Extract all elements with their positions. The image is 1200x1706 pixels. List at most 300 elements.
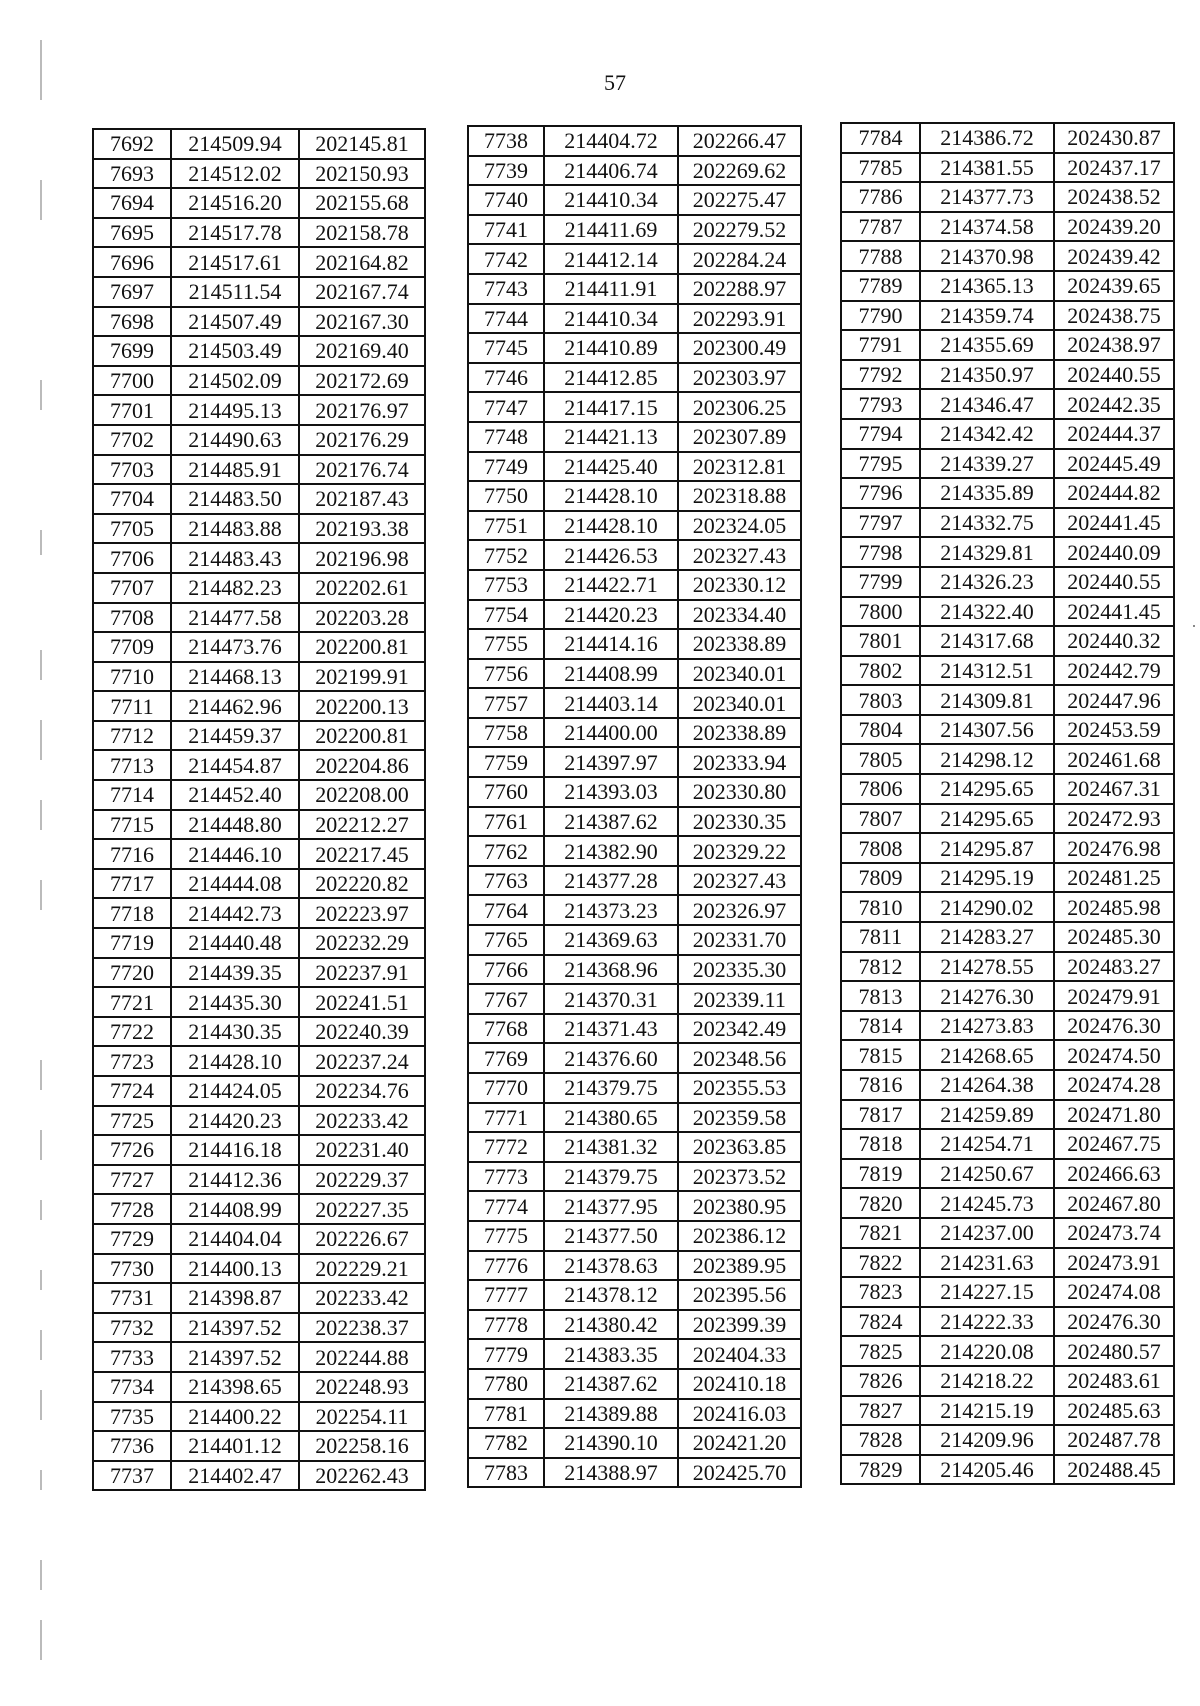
point-number-cell: 7697 — [93, 277, 171, 307]
table-row — [93, 1017, 425, 1047]
point-number-cell: 7813 — [841, 981, 920, 1011]
x-coordinate-cell: 214355.69 — [920, 330, 1054, 360]
x-coordinate-cell: 214370.98 — [920, 241, 1054, 271]
point-number-cell: 7693 — [93, 159, 171, 189]
point-number-cell: 7789 — [841, 271, 920, 301]
point-number-cell: 7724 — [93, 1076, 171, 1106]
table-row — [93, 632, 425, 662]
x-coordinate-cell: 214459.37 — [171, 721, 299, 751]
point-number-cell: 7734 — [93, 1372, 171, 1402]
point-number-cell: 7746 — [468, 363, 544, 393]
table-row — [93, 810, 425, 840]
x-coordinate-cell: 214404.04 — [171, 1224, 299, 1254]
x-coordinate-cell: 214483.88 — [171, 514, 299, 544]
point-number-cell: 7714 — [93, 780, 171, 810]
point-number-cell: 7771 — [468, 1103, 544, 1133]
point-number-cell: 7707 — [93, 573, 171, 603]
y-coordinate-cell: 202233.42 — [299, 1106, 425, 1136]
x-coordinate-cell: 214312.51 — [920, 656, 1054, 686]
y-coordinate-cell: 202441.45 — [1054, 508, 1174, 538]
y-coordinate-cell: 202386.12 — [678, 1221, 801, 1251]
table-row — [841, 1425, 1174, 1455]
table-row — [93, 1283, 425, 1313]
y-coordinate-cell: 202266.47 — [678, 126, 801, 156]
point-number-cell: 7828 — [841, 1425, 920, 1455]
x-coordinate-cell: 214370.31 — [544, 984, 678, 1014]
table-row — [93, 750, 425, 780]
table-row — [841, 1248, 1174, 1278]
x-coordinate-cell: 214425.40 — [544, 452, 678, 482]
point-number-cell: 7755 — [468, 629, 544, 659]
point-number-cell: 7779 — [468, 1339, 544, 1369]
table-row — [93, 662, 425, 692]
table-row — [468, 1310, 801, 1340]
scan-margin-line — [40, 1200, 42, 1220]
y-coordinate-cell: 202439.20 — [1054, 212, 1174, 242]
x-coordinate-cell: 214428.10 — [544, 481, 678, 511]
table-row — [841, 123, 1174, 153]
table-row — [841, 626, 1174, 656]
table-row — [841, 271, 1174, 301]
x-coordinate-cell: 214400.22 — [171, 1402, 299, 1432]
table-row — [841, 1336, 1174, 1366]
table-row — [468, 1043, 801, 1073]
point-number-cell: 7773 — [468, 1162, 544, 1192]
x-coordinate-cell: 214377.28 — [544, 866, 678, 896]
x-coordinate-cell: 214295.19 — [920, 863, 1054, 893]
table-row — [468, 807, 801, 837]
point-number-cell: 7756 — [468, 659, 544, 689]
point-number-cell: 7732 — [93, 1313, 171, 1343]
x-coordinate-cell: 214227.15 — [920, 1277, 1054, 1307]
y-coordinate-cell: 202348.56 — [678, 1043, 801, 1073]
table-row — [93, 247, 425, 277]
y-coordinate-cell: 202158.78 — [299, 218, 425, 248]
point-number-cell: 7708 — [93, 603, 171, 633]
table-row — [468, 1458, 801, 1488]
point-number-cell: 7731 — [93, 1283, 171, 1313]
point-number-cell: 7793 — [841, 389, 920, 419]
point-number-cell: 7699 — [93, 336, 171, 366]
table-row — [468, 570, 801, 600]
table-row — [468, 1369, 801, 1399]
table-row — [841, 1366, 1174, 1396]
table-row — [93, 1194, 425, 1224]
x-coordinate-cell: 214379.75 — [544, 1073, 678, 1103]
x-coordinate-cell: 214502.09 — [171, 366, 299, 396]
x-coordinate-cell: 214231.63 — [920, 1248, 1054, 1278]
point-number-cell: 7740 — [468, 185, 544, 215]
x-coordinate-cell: 214383.35 — [544, 1339, 678, 1369]
point-number-cell: 7764 — [468, 895, 544, 925]
point-number-cell: 7759 — [468, 747, 544, 777]
point-number-cell: 7758 — [468, 718, 544, 748]
point-number-cell: 7821 — [841, 1218, 920, 1248]
y-coordinate-cell: 202483.61 — [1054, 1366, 1174, 1396]
y-coordinate-cell: 202485.63 — [1054, 1396, 1174, 1426]
table-row — [841, 1129, 1174, 1159]
table-row — [93, 1402, 425, 1432]
table-row — [841, 1100, 1174, 1130]
x-coordinate-cell: 214380.65 — [544, 1103, 678, 1133]
table-row — [841, 241, 1174, 271]
x-coordinate-cell: 214332.75 — [920, 508, 1054, 538]
point-number-cell: 7705 — [93, 514, 171, 544]
y-coordinate-cell: 202333.94 — [678, 747, 801, 777]
table-row — [468, 1103, 801, 1133]
table-row — [468, 481, 801, 511]
point-number-cell: 7695 — [93, 218, 171, 248]
point-number-cell: 7692 — [93, 129, 171, 159]
y-coordinate-cell: 202234.76 — [299, 1076, 425, 1106]
y-coordinate-cell: 202355.53 — [678, 1073, 801, 1103]
y-coordinate-cell: 202479.91 — [1054, 981, 1174, 1011]
table-row — [93, 780, 425, 810]
table-row — [841, 419, 1174, 449]
y-coordinate-cell: 202359.58 — [678, 1103, 801, 1133]
x-coordinate-cell: 214440.48 — [171, 928, 299, 958]
x-coordinate-cell: 214516.20 — [171, 188, 299, 218]
x-coordinate-cell: 214218.22 — [920, 1366, 1054, 1396]
x-coordinate-cell: 214377.95 — [544, 1191, 678, 1221]
point-number-cell: 7706 — [93, 543, 171, 573]
table-row — [468, 422, 801, 452]
table-row — [468, 600, 801, 630]
point-number-cell: 7700 — [93, 366, 171, 396]
table-row — [468, 1428, 801, 1458]
table-row — [93, 129, 425, 159]
table-row — [468, 659, 801, 689]
x-coordinate-cell: 214378.63 — [544, 1251, 678, 1281]
x-coordinate-cell: 214329.81 — [920, 537, 1054, 567]
point-number-cell: 7766 — [468, 955, 544, 985]
point-number-cell: 7770 — [468, 1073, 544, 1103]
y-coordinate-cell: 202202.61 — [299, 573, 425, 603]
table-row — [841, 1396, 1174, 1426]
point-number-cell: 7780 — [468, 1369, 544, 1399]
y-coordinate-cell: 202430.87 — [1054, 123, 1174, 153]
y-coordinate-cell: 202327.43 — [678, 866, 801, 896]
point-number-cell: 7718 — [93, 898, 171, 928]
point-number-cell: 7769 — [468, 1043, 544, 1073]
coordinate-table-body — [468, 126, 801, 1487]
point-number-cell: 7772 — [468, 1132, 544, 1162]
table-row — [841, 301, 1174, 331]
y-coordinate-cell: 202441.45 — [1054, 597, 1174, 627]
y-coordinate-cell: 202172.69 — [299, 366, 425, 396]
y-coordinate-cell: 202474.08 — [1054, 1277, 1174, 1307]
point-number-cell: 7803 — [841, 685, 920, 715]
x-coordinate-cell: 214408.99 — [171, 1194, 299, 1224]
x-coordinate-cell: 214245.73 — [920, 1188, 1054, 1218]
table-row — [93, 514, 425, 544]
y-coordinate-cell: 202342.49 — [678, 1014, 801, 1044]
point-number-cell: 7738 — [468, 126, 544, 156]
x-coordinate-cell: 214380.42 — [544, 1310, 678, 1340]
y-coordinate-cell: 202293.91 — [678, 304, 801, 334]
x-coordinate-cell: 214397.97 — [544, 747, 678, 777]
y-coordinate-cell: 202254.11 — [299, 1402, 425, 1432]
point-number-cell: 7723 — [93, 1046, 171, 1076]
table-row — [468, 185, 801, 215]
y-coordinate-cell: 202150.93 — [299, 159, 425, 189]
y-coordinate-cell: 202327.43 — [678, 540, 801, 570]
x-coordinate-cell: 214322.40 — [920, 597, 1054, 627]
y-coordinate-cell: 202196.98 — [299, 543, 425, 573]
point-number-cell: 7782 — [468, 1428, 544, 1458]
point-number-cell: 7785 — [841, 153, 920, 183]
x-coordinate-cell: 214435.30 — [171, 987, 299, 1017]
y-coordinate-cell: 202307.89 — [678, 422, 801, 452]
y-coordinate-cell: 202204.86 — [299, 750, 425, 780]
y-coordinate-cell: 202240.39 — [299, 1017, 425, 1047]
y-coordinate-cell: 202447.96 — [1054, 685, 1174, 715]
y-coordinate-cell: 202145.81 — [299, 129, 425, 159]
x-coordinate-cell: 214393.03 — [544, 777, 678, 807]
table-row — [93, 455, 425, 485]
point-number-cell: 7774 — [468, 1191, 544, 1221]
table-row — [93, 425, 425, 455]
table-row — [841, 685, 1174, 715]
point-number-cell: 7787 — [841, 212, 920, 242]
table-row — [468, 126, 801, 156]
x-coordinate-cell: 214511.54 — [171, 277, 299, 307]
x-coordinate-cell: 214442.73 — [171, 898, 299, 928]
point-number-cell: 7751 — [468, 511, 544, 541]
y-coordinate-cell: 202485.30 — [1054, 922, 1174, 952]
point-number-cell: 7827 — [841, 1396, 920, 1426]
y-coordinate-cell: 202176.74 — [299, 455, 425, 485]
table-row — [93, 1372, 425, 1402]
table-row — [93, 336, 425, 366]
table-row — [841, 1188, 1174, 1218]
x-coordinate-cell: 214369.63 — [544, 925, 678, 955]
y-coordinate-cell: 202439.42 — [1054, 241, 1174, 271]
table-row — [841, 715, 1174, 745]
point-number-cell: 7786 — [841, 182, 920, 212]
y-coordinate-cell: 202425.70 — [678, 1458, 801, 1488]
x-coordinate-cell: 214339.27 — [920, 449, 1054, 479]
point-number-cell: 7748 — [468, 422, 544, 452]
y-coordinate-cell: 202395.56 — [678, 1280, 801, 1310]
point-number-cell: 7710 — [93, 662, 171, 692]
y-coordinate-cell: 202330.80 — [678, 777, 801, 807]
point-number-cell: 7711 — [93, 691, 171, 721]
point-number-cell: 7791 — [841, 330, 920, 360]
table-row — [841, 360, 1174, 390]
y-coordinate-cell: 202176.29 — [299, 425, 425, 455]
x-coordinate-cell: 214295.65 — [920, 804, 1054, 834]
y-coordinate-cell: 202217.45 — [299, 839, 425, 869]
x-coordinate-cell: 214205.46 — [920, 1455, 1054, 1485]
y-coordinate-cell: 202476.30 — [1054, 1011, 1174, 1041]
point-number-cell: 7726 — [93, 1135, 171, 1165]
y-coordinate-cell: 202461.68 — [1054, 744, 1174, 774]
x-coordinate-cell: 214495.13 — [171, 395, 299, 425]
point-number-cell: 7703 — [93, 455, 171, 485]
scan-margin-line — [40, 800, 42, 830]
point-number-cell: 7829 — [841, 1455, 920, 1485]
x-coordinate-cell: 214220.08 — [920, 1336, 1054, 1366]
point-number-cell: 7737 — [93, 1461, 171, 1491]
point-number-cell: 7767 — [468, 984, 544, 1014]
x-coordinate-cell: 214452.40 — [171, 780, 299, 810]
y-coordinate-cell: 202335.30 — [678, 955, 801, 985]
y-coordinate-cell: 202212.27 — [299, 810, 425, 840]
coordinate-table-body — [93, 129, 425, 1490]
x-coordinate-cell: 214403.14 — [544, 688, 678, 718]
y-coordinate-cell: 202248.93 — [299, 1372, 425, 1402]
point-number-cell: 7743 — [468, 274, 544, 304]
point-number-cell: 7752 — [468, 540, 544, 570]
table-row — [841, 922, 1174, 952]
y-coordinate-cell: 202438.52 — [1054, 182, 1174, 212]
table-row — [468, 1132, 801, 1162]
point-number-cell: 7807 — [841, 804, 920, 834]
table-row — [93, 1135, 425, 1165]
y-coordinate-cell: 202476.30 — [1054, 1307, 1174, 1337]
point-number-cell: 7739 — [468, 156, 544, 186]
x-coordinate-cell: 214411.91 — [544, 274, 678, 304]
table-row — [93, 1313, 425, 1343]
y-coordinate-cell: 202226.67 — [299, 1224, 425, 1254]
x-coordinate-cell: 214350.97 — [920, 360, 1054, 390]
x-coordinate-cell: 214410.89 — [544, 333, 678, 363]
x-coordinate-cell: 214381.55 — [920, 153, 1054, 183]
point-number-cell: 7763 — [468, 866, 544, 896]
x-coordinate-cell: 214430.35 — [171, 1017, 299, 1047]
table-row — [468, 629, 801, 659]
coordinate-table-body — [841, 123, 1174, 1484]
x-coordinate-cell: 214483.43 — [171, 543, 299, 573]
table-row — [93, 484, 425, 514]
y-coordinate-cell: 202331.70 — [678, 925, 801, 955]
table-row — [841, 892, 1174, 922]
point-number-cell: 7817 — [841, 1100, 920, 1130]
y-coordinate-cell: 202258.16 — [299, 1431, 425, 1461]
table-row — [93, 1076, 425, 1106]
x-coordinate-cell: 214509.94 — [171, 129, 299, 159]
x-coordinate-cell: 214404.72 — [544, 126, 678, 156]
table-row — [468, 836, 801, 866]
y-coordinate-cell: 202473.91 — [1054, 1248, 1174, 1278]
y-coordinate-cell: 202200.81 — [299, 721, 425, 751]
x-coordinate-cell: 214307.56 — [920, 715, 1054, 745]
x-coordinate-cell: 214439.35 — [171, 958, 299, 988]
point-number-cell: 7826 — [841, 1366, 920, 1396]
x-coordinate-cell: 214417.15 — [544, 392, 678, 422]
y-coordinate-cell: 202193.38 — [299, 514, 425, 544]
table-row — [841, 804, 1174, 834]
table-row — [841, 1455, 1174, 1485]
point-number-cell: 7727 — [93, 1165, 171, 1195]
y-coordinate-cell: 202167.74 — [299, 277, 425, 307]
y-coordinate-cell: 202330.12 — [678, 570, 801, 600]
x-coordinate-cell: 214335.89 — [920, 478, 1054, 508]
y-coordinate-cell: 202238.37 — [299, 1313, 425, 1343]
table-row — [841, 537, 1174, 567]
point-number-cell: 7742 — [468, 244, 544, 274]
point-number-cell: 7741 — [468, 215, 544, 245]
x-coordinate-cell: 214250.67 — [920, 1159, 1054, 1189]
scan-margin-line — [40, 1390, 42, 1420]
x-coordinate-cell: 214401.12 — [171, 1431, 299, 1461]
point-number-cell: 7701 — [93, 395, 171, 425]
y-coordinate-cell: 202187.43 — [299, 484, 425, 514]
point-number-cell: 7729 — [93, 1224, 171, 1254]
x-coordinate-cell: 214424.05 — [171, 1076, 299, 1106]
point-number-cell: 7744 — [468, 304, 544, 334]
point-number-cell: 7778 — [468, 1310, 544, 1340]
x-coordinate-cell: 214359.74 — [920, 301, 1054, 331]
table-row — [93, 395, 425, 425]
x-coordinate-cell: 214468.13 — [171, 662, 299, 692]
point-number-cell: 7788 — [841, 241, 920, 271]
x-coordinate-cell: 214400.00 — [544, 718, 678, 748]
x-coordinate-cell: 214428.10 — [544, 511, 678, 541]
y-coordinate-cell: 202200.81 — [299, 632, 425, 662]
x-coordinate-cell: 214517.78 — [171, 218, 299, 248]
point-number-cell: 7749 — [468, 452, 544, 482]
point-number-cell: 7720 — [93, 958, 171, 988]
x-coordinate-cell: 214388.97 — [544, 1458, 678, 1488]
point-number-cell: 7725 — [93, 1106, 171, 1136]
y-coordinate-cell: 202284.24 — [678, 244, 801, 274]
point-number-cell: 7795 — [841, 449, 920, 479]
table-row — [93, 1254, 425, 1284]
point-number-cell: 7719 — [93, 928, 171, 958]
x-coordinate-cell: 214295.87 — [920, 833, 1054, 863]
x-coordinate-cell: 214276.30 — [920, 981, 1054, 1011]
y-coordinate-cell: 202472.93 — [1054, 804, 1174, 834]
y-coordinate-cell: 202483.27 — [1054, 952, 1174, 982]
y-coordinate-cell: 202410.18 — [678, 1369, 801, 1399]
x-coordinate-cell: 214378.12 — [544, 1280, 678, 1310]
y-coordinate-cell: 202334.40 — [678, 600, 801, 630]
x-coordinate-cell: 214406.74 — [544, 156, 678, 186]
y-coordinate-cell: 202473.74 — [1054, 1218, 1174, 1248]
y-coordinate-cell: 202229.37 — [299, 1165, 425, 1195]
y-coordinate-cell: 202326.97 — [678, 895, 801, 925]
x-coordinate-cell: 214377.50 — [544, 1221, 678, 1251]
x-coordinate-cell: 214412.36 — [171, 1165, 299, 1195]
x-coordinate-cell: 214209.96 — [920, 1425, 1054, 1455]
table-row — [93, 603, 425, 633]
table-row — [841, 1070, 1174, 1100]
scan-margin-line — [40, 650, 42, 680]
x-coordinate-cell: 214377.73 — [920, 182, 1054, 212]
table-row — [468, 718, 801, 748]
table-row — [468, 984, 801, 1014]
point-number-cell: 7722 — [93, 1017, 171, 1047]
x-coordinate-cell: 214373.23 — [544, 895, 678, 925]
x-coordinate-cell: 214414.16 — [544, 629, 678, 659]
table-row — [468, 1221, 801, 1251]
point-number-cell: 7717 — [93, 869, 171, 899]
x-coordinate-cell: 214309.81 — [920, 685, 1054, 715]
x-coordinate-cell: 214517.61 — [171, 247, 299, 277]
table-row — [841, 449, 1174, 479]
point-number-cell: 7802 — [841, 656, 920, 686]
x-coordinate-cell: 214512.02 — [171, 159, 299, 189]
table-row — [841, 153, 1174, 183]
x-coordinate-cell: 214482.23 — [171, 573, 299, 603]
x-coordinate-cell: 214389.88 — [544, 1399, 678, 1429]
y-coordinate-cell: 202203.28 — [299, 603, 425, 633]
x-coordinate-cell: 214326.23 — [920, 567, 1054, 597]
x-coordinate-cell: 214421.13 — [544, 422, 678, 452]
table-row — [468, 688, 801, 718]
